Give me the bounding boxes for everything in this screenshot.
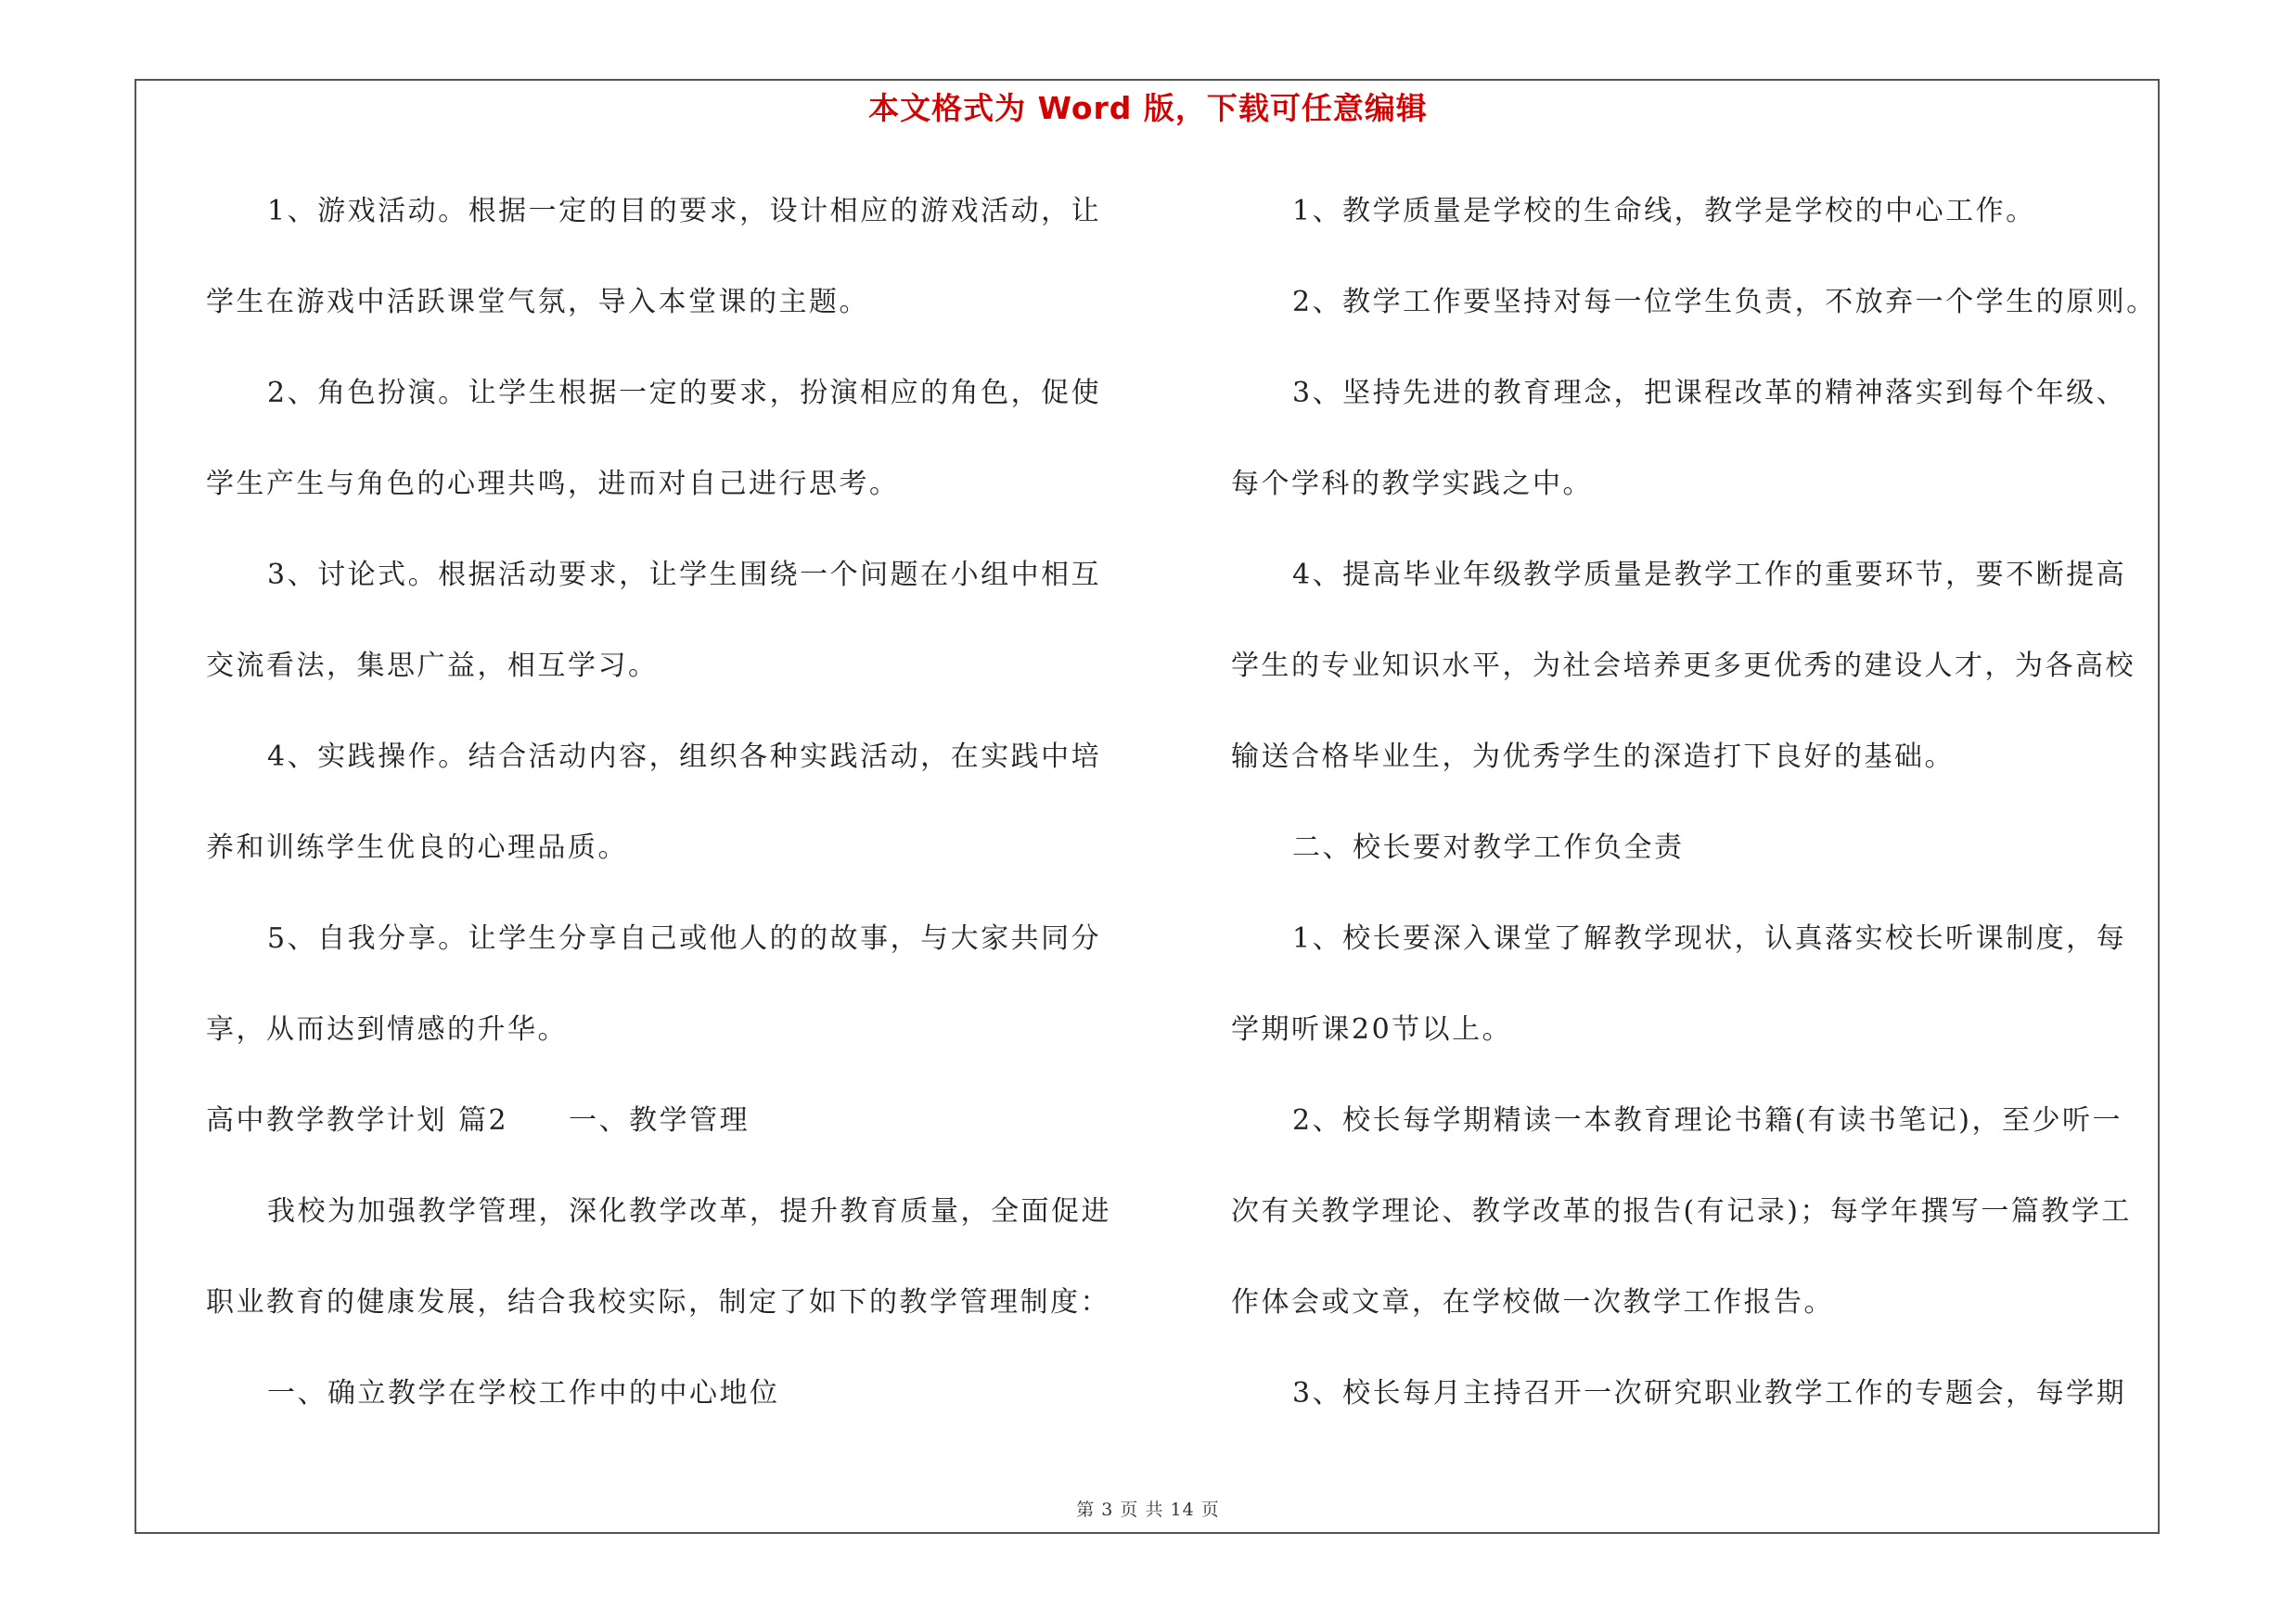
paragraph-line: 4、提高毕业年级教学质量是教学工作的重要环节，要不断提高: [1292, 559, 2127, 591]
paragraph-line: 每个学科的教学实践之中。: [1231, 468, 1593, 500]
paragraph-line: 一、确立教学在学校工作中的中心地位: [267, 1377, 780, 1410]
paragraph-line: 我校为加强教学管理，深化教学改革，提升教育质量，全面促进: [267, 1195, 1111, 1228]
paragraph-line: 学生在游戏中活跃课堂气氛，导入本堂课的主题。: [206, 286, 869, 318]
paragraph-line: 3、坚持先进的教育理念，把课程改革的精神落实到每个年级、: [1292, 377, 2127, 409]
paragraph-line: 3、讨论式。根据活动要求，让学生围绕一个问题在小组中相互: [267, 559, 1102, 591]
paragraph-line: 养和训练学生优良的心理品质。: [206, 831, 628, 864]
paragraph-line: 学期听课20节以上。: [1231, 1013, 1513, 1046]
paragraph-line: 1、游戏活动。根据一定的目的要求，设计相应的游戏活动，让: [267, 195, 1102, 227]
paragraph-line: 交流看法，集思广益，相互学习。: [206, 650, 659, 682]
paragraph-line: 作体会或文章，在学校做一次教学工作报告。: [1231, 1286, 1834, 1319]
paragraph-line: 职业教育的健康发展，结合我校实际，制定了如下的教学管理制度：: [206, 1286, 1110, 1319]
right-text-column: [1231, 184, 2177, 1457]
paragraph-line: 二、校长要对教学工作负全责: [1292, 831, 1685, 864]
paragraph-line: 学生的专业知识水平，为社会培养更多更优秀的建设人才，为各高校: [1231, 650, 2136, 682]
page-number-footer: 第 3 页 共 14 页: [1076, 1500, 1220, 1520]
paragraph-line: 次有关教学理论、教学改革的报告(有记录)；每学年撰写一篇教学工: [1231, 1195, 2132, 1228]
paragraph-line: 4、实践操作。结合活动内容，组织各种实践活动，在实践中培: [267, 741, 1102, 773]
paragraph-line: 1、校长要深入课堂了解教学现状，认真落实校长听课制度，每: [1292, 922, 2127, 955]
paragraph-line: 1、教学质量是学校的生命线，教学是学校的中心工作。: [1292, 195, 2036, 227]
paragraph-line: 输送合格毕业生，为优秀学生的深造打下良好的基础。: [1231, 741, 1955, 773]
paragraph-line: 学生产生与角色的心理共鸣，进而对自己进行思考。: [206, 468, 900, 500]
paragraph-line: 高中教学教学计划 篇2 一、教学管理: [206, 1104, 750, 1137]
paragraph-line: 5、自我分享。让学生分享自己或他人的的故事，与大家共同分: [267, 922, 1102, 955]
paragraph-line: 2、教学工作要坚持对每一位学生负责，不放弃一个学生的原则。: [1292, 286, 2157, 318]
paragraph-line: 2、校长每学期精读一本教育理论书籍(有读书笔记)，至少听一: [1292, 1104, 2123, 1137]
paragraph-line: 享，从而达到情感的升华。: [206, 1013, 568, 1046]
paragraph-line: 2、角色扮演。让学生根据一定的要求，扮演相应的角色，促使: [267, 377, 1102, 409]
paragraph-line: 3、校长每月主持召开一次研究职业教学工作的专题会，每学期: [1292, 1377, 2127, 1410]
word-format-banner: 本文格式为 Word 版，下载可任意编辑: [868, 90, 1428, 126]
left-text-column: [206, 184, 1134, 1457]
